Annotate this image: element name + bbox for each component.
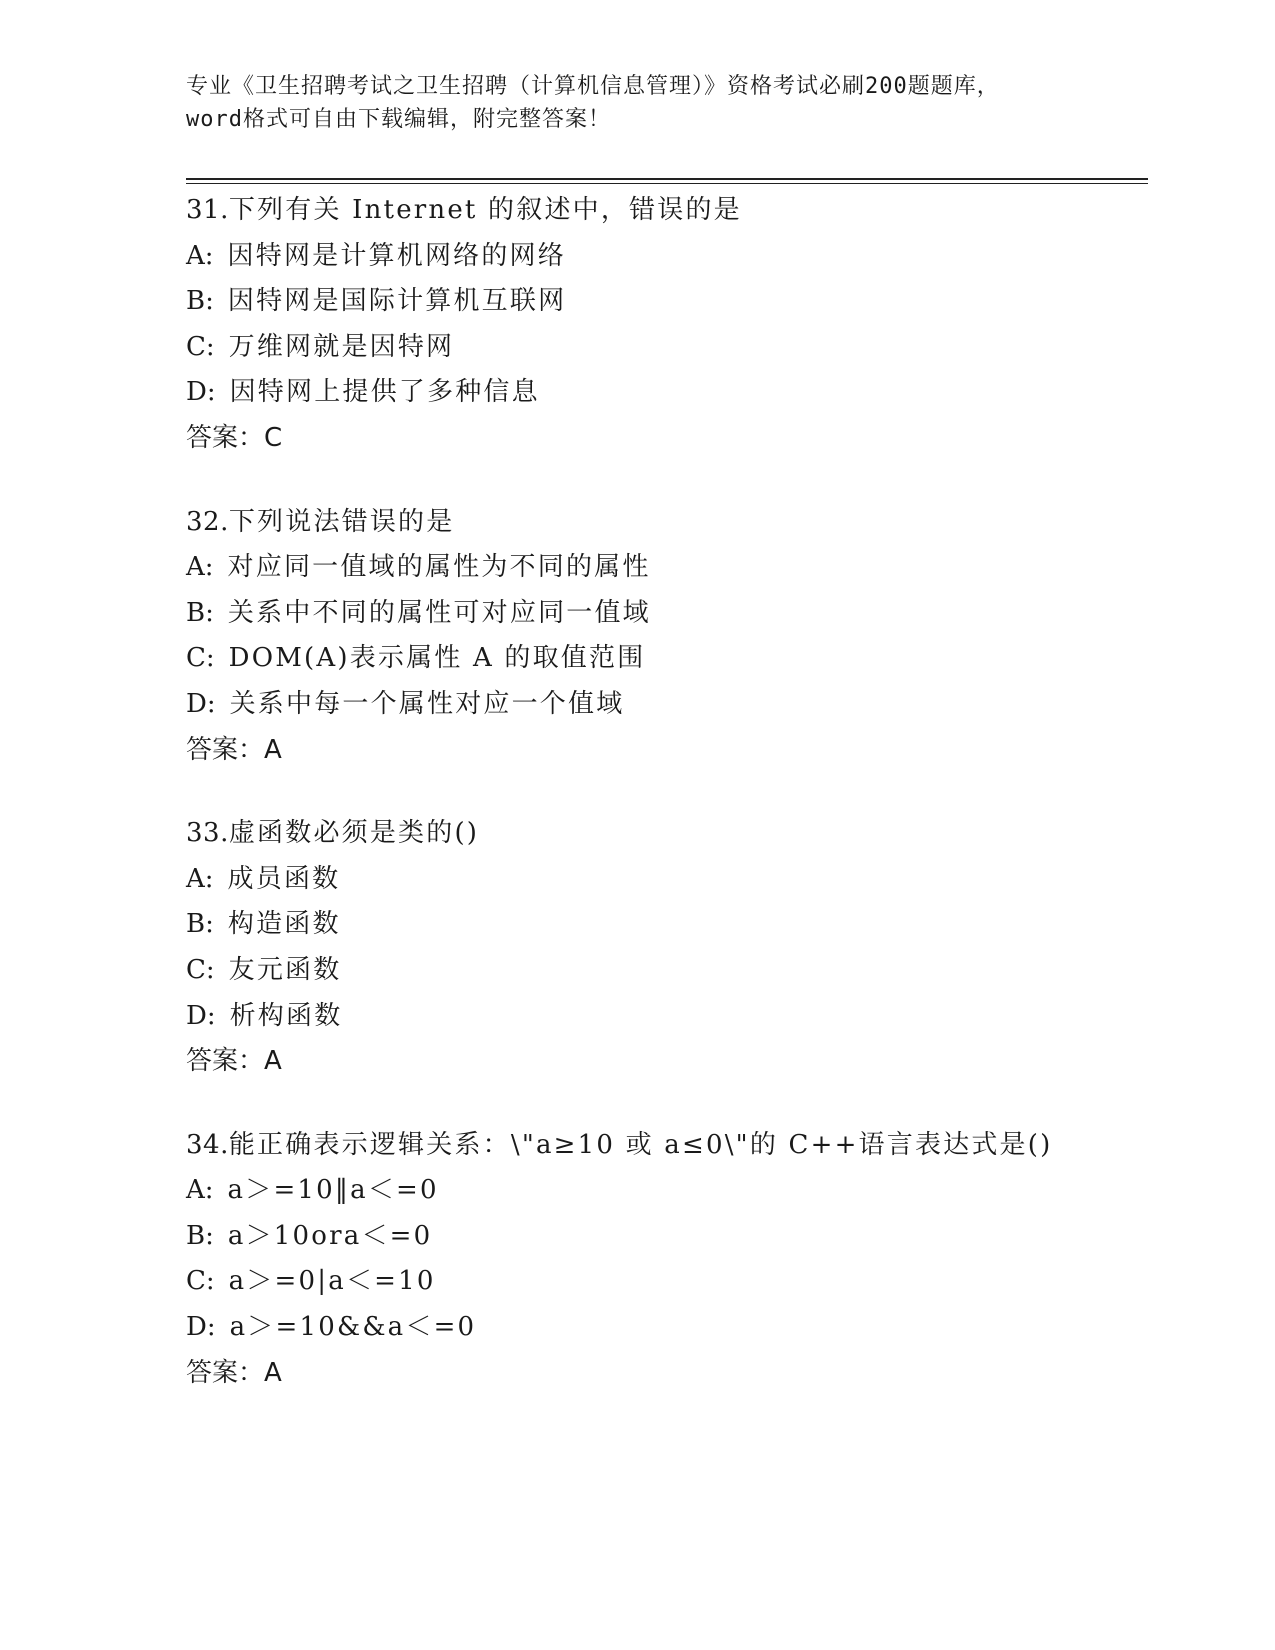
option-text: 成员函数	[227, 863, 341, 894]
option-text: 因特网是计算机网络的网络	[227, 240, 566, 271]
option-text: a＞=0|a＜=10	[228, 1266, 436, 1297]
header-rule-thick	[186, 178, 1148, 180]
option-text: 因特网是国际计算机互联网	[227, 286, 567, 317]
option-c	[186, 1259, 1148, 1305]
question-text: 能正确表示逻辑关系：\"a≥10 或 a≤0\"的 C++语言表达式是()	[228, 1129, 1053, 1160]
question-number: 32.	[186, 506, 229, 537]
question-31	[186, 188, 1148, 462]
option-letter: A:	[186, 863, 214, 894]
option-letter: C:	[186, 331, 215, 362]
question-number: 34.	[186, 1129, 229, 1160]
option-text: 构造函数	[227, 909, 341, 940]
option-text: 关系中不同的属性可对应同一值域	[227, 597, 651, 628]
option-letter: D:	[186, 688, 216, 719]
option-b	[186, 591, 1148, 637]
option-letter: C:	[186, 643, 215, 674]
document-header	[186, 70, 1086, 136]
option-d	[186, 370, 1148, 416]
option-b	[186, 1214, 1148, 1260]
option-letter: B:	[186, 1220, 214, 1251]
option-text: a＞=10&&a＜=0	[229, 1312, 477, 1343]
option-letter: B:	[186, 909, 214, 940]
option-text: 友元函数	[228, 954, 342, 985]
question-list	[186, 188, 1148, 1434]
option-text: DOM(A)表示属性 A 的取值范围	[228, 643, 646, 674]
option-b	[186, 279, 1148, 325]
option-d	[186, 1305, 1148, 1351]
option-letter: A:	[186, 240, 214, 271]
header-rule-thin	[186, 183, 1148, 184]
question-number: 33.	[186, 818, 229, 849]
answer-line: 答案：C	[186, 422, 283, 453]
option-b	[186, 902, 1148, 948]
option-a	[186, 857, 1148, 903]
option-text: a＞=10‖a＜=0	[227, 1175, 439, 1206]
header-line-1: 专业《卫生招聘考试之卫生招聘（计算机信息管理）》资格考试必刷200题题库，	[186, 74, 1000, 99]
answer-line: 答案：A	[186, 734, 282, 765]
option-letter: B:	[186, 286, 214, 317]
option-letter: A:	[186, 552, 214, 583]
option-letter: A:	[186, 1175, 214, 1206]
option-text: 对应同一值域的属性为不同的属性	[227, 552, 651, 583]
question-stem	[186, 188, 1148, 234]
option-a	[186, 1168, 1148, 1214]
header-line-2: word格式可自由下载编辑，附完整答案！	[186, 107, 611, 132]
option-letter: B:	[186, 597, 214, 628]
question-text: 虚函数必须是类的()	[228, 818, 480, 849]
option-text: a＞10ora＜=0	[227, 1220, 433, 1251]
answer-line: 答案：A	[186, 1357, 282, 1388]
option-letter: C:	[186, 954, 215, 985]
question-text: 下列说法错误的是	[228, 506, 455, 537]
question-32	[186, 500, 1148, 774]
option-text: 关系中每一个属性对应一个值域	[229, 688, 625, 719]
option-letter: C:	[186, 1266, 215, 1297]
option-text: 析构函数	[229, 1000, 343, 1031]
option-c	[186, 948, 1148, 994]
option-letter: D:	[186, 1000, 216, 1031]
option-letter: D:	[186, 1312, 216, 1343]
question-stem	[186, 1123, 1148, 1169]
option-d	[186, 682, 1148, 728]
option-a	[186, 234, 1148, 280]
question-33	[186, 811, 1148, 1085]
option-text: 万维网就是因特网	[228, 331, 455, 362]
option-d	[186, 994, 1148, 1040]
question-34	[186, 1123, 1148, 1397]
option-c	[186, 325, 1148, 371]
question-text: 下列有关 Internet 的叙述中，错误的是	[228, 195, 742, 225]
option-letter: D:	[186, 377, 216, 408]
option-text: 因特网上提供了多种信息	[229, 377, 540, 408]
question-number: 31.	[186, 195, 229, 225]
question-stem	[186, 500, 1148, 546]
option-a	[186, 545, 1148, 591]
question-stem	[186, 811, 1148, 857]
option-c	[186, 636, 1148, 682]
answer-line: 答案：A	[186, 1046, 282, 1077]
